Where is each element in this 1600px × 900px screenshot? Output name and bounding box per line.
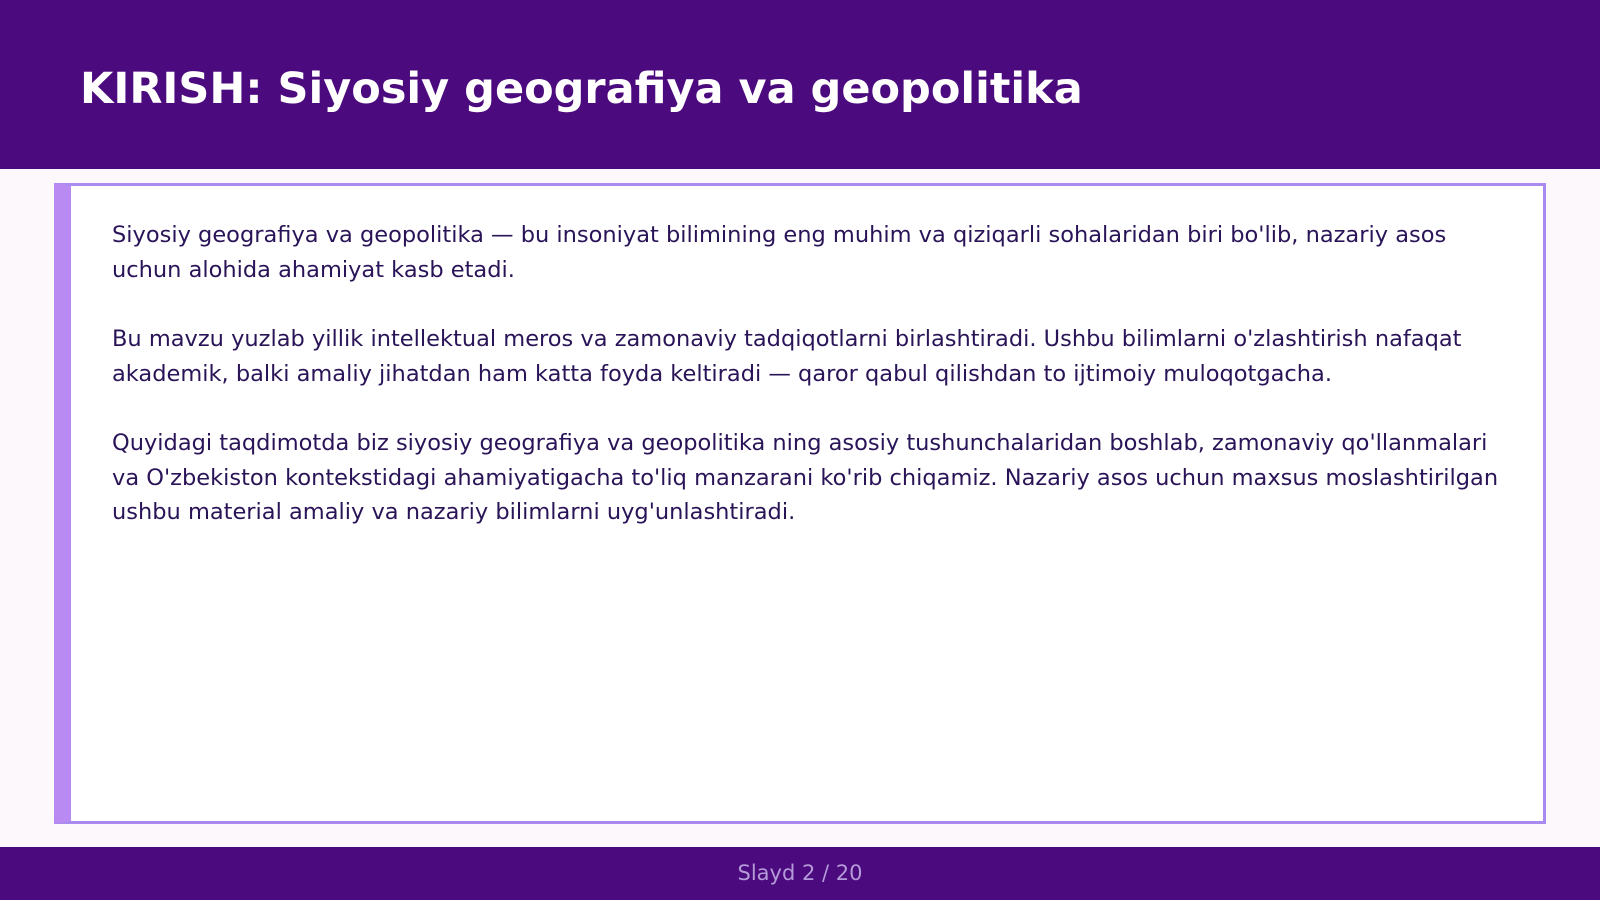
overview-paragraph: Quyidagi taqdimotda biz siyosiy geografiya va geopolitika ning asosiy tushunchalaridan boshlab, zamonaviy qo'llanmalari va O'zbekiston kontekstidagi ahamiyatigacha to'liq manzarani ko'rib chiqamiz. Nazariy asos uchun maxsus moslashtirilgan ushbu material amaliy va nazariy bilimlarni uyg'unlashtiradi.: [112, 430, 1499, 525]
slide-header: [0, 0, 1600, 169]
heritage-paragraph: Bu mavzu yuzlab yillik intellektual meros va zamonaviy tadqiqotlarni birlashtiradi. Ushbu bilimlarni o'zlashtirish nafaqat akademik, balki amaliy jihatdan ham katta foyda keltiradi — qaror qabul qilishdan to ijtimoiy muloqotgacha.: [112, 326, 1462, 387]
slide-footer: [0, 847, 1600, 900]
slide-counter: Slayd 2 / 20: [737, 861, 863, 885]
intro-paragraph: Siyosiy geografiya va geopolitika — bu insoniyat bilimining eng muhim va qiziqarli sohalaridan biri bo'lib, nazariy asos uchun alohida ahamiyat kasb etadi.: [112, 222, 1447, 283]
slide-title: KIRISH: Siyosiy geografiya va geopolitika: [80, 64, 1083, 114]
